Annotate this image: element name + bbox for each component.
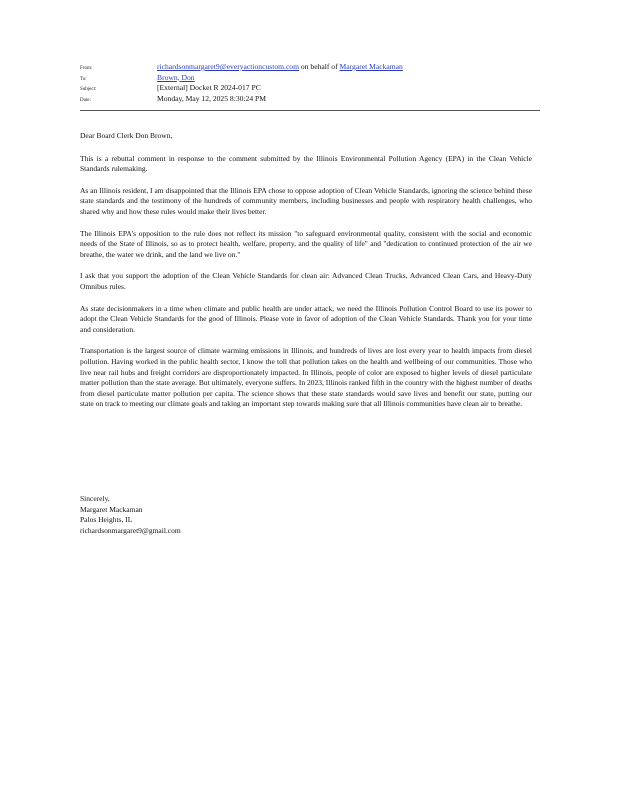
paragraph-request: I ask that you support the adoption of the Clean Vehicle Standards for clean air: Advanced Clean Trucks, Advanced Clean Cars, and Heavy-Duty Omnibus rules. xyxy=(80,271,532,291)
paragraph-epa-mission: The Illinois EPA's opposition to the rule does not reflect its mission "to safeguard environmental quality, consistent with the social and economic needs of the State of Illinois, so as to protect health, welfare, property, and the quality of life" and "dedication to continued protection of the air we breathe, the water we drink, and the land we live on." xyxy=(80,228,532,259)
from-value xyxy=(157,62,403,71)
paragraph-disappointment: As an Illinois resident, I am disappointed that the Illinois EPA chose to oppose adoption of Clean Vehicle Standards, ignoring the science behind these state standards and the testimony of the hundreds of community members, including businesses and people with respiratory health challenges, who shared why and how these rules would make their lives better. xyxy=(80,185,532,216)
date-value: Monday, May 12, 2025 8:30:24 PM xyxy=(157,93,266,103)
from-label: From: xyxy=(80,66,93,71)
header-divider xyxy=(80,110,540,111)
salutation: Dear Board Clerk Don Brown, xyxy=(80,131,173,140)
signature-email: richardsonmargaret9@gmail.com xyxy=(80,526,181,536)
from-row xyxy=(80,62,540,72)
to-row xyxy=(80,73,540,83)
paragraph-rebuttal: This is a rebuttal comment in response to the comment submitted by the Illinois Environmental Pollution Agency (EPA) in the Clean Vehicle Standards rulemaking. xyxy=(80,153,532,174)
signature-location: Palos Heights, IL xyxy=(80,515,133,525)
subject-label: Subject: xyxy=(80,87,97,92)
subject-value: [External] Docket R 2024-017 PC xyxy=(157,83,261,92)
from-on-behalf-text: on behalf of xyxy=(300,62,338,71)
to-label: To: xyxy=(80,76,87,82)
signature-block xyxy=(80,494,181,537)
paragraph-decisionmakers: As state decisionmakers in a time when climate and public health are under attack, we need the Illinois Pollution Control Board to use its power to adopt the Clean Vehicle Standards for the good of Illinois. Please vote in favor of adoption of the Clean Vehicle Standards. Thank you for your time and consideration. xyxy=(80,303,532,334)
subject-row xyxy=(80,83,540,93)
date-label: Date: xyxy=(80,97,91,103)
email-header xyxy=(80,62,540,104)
signature-name: Margaret Mackaman xyxy=(80,504,143,514)
to-recipient-link[interactable]: Brown, Don xyxy=(157,72,195,82)
from-name-link[interactable]: Margaret Mackaman xyxy=(339,62,403,71)
letter-body xyxy=(80,131,532,421)
paragraph-transportation: Transportation is the largest source of climate warming emissions in Illinois, and hundreds of lives are lost every year to health impacts from diesel pollution. Having worked in the public health sector, I know the toll that pollution takes on the health and wellbeing of our communities. Those who live near rail hubs and freight corridors are disproportionately impacted. In Illinois, people of color are exposed to higher levels of diesel particulate matter pollution than the state average. But ultimately, everyone suffers. In 2023, Illinois ranked fifth in the country with the highest number of deaths from diesel particulate matter pollution per capita. The science shows that these state standards would save lives and benefit our state, putting our state on track to meeting our climate goals and taking an important step towards making sure that all Illinois communities have clean air to breathe. xyxy=(80,346,532,409)
from-email-link[interactable]: richardsonmargaret9@everyactioncustom.com xyxy=(157,62,300,71)
date-row xyxy=(80,94,540,104)
signature-closing: Sincerely, xyxy=(80,494,110,503)
